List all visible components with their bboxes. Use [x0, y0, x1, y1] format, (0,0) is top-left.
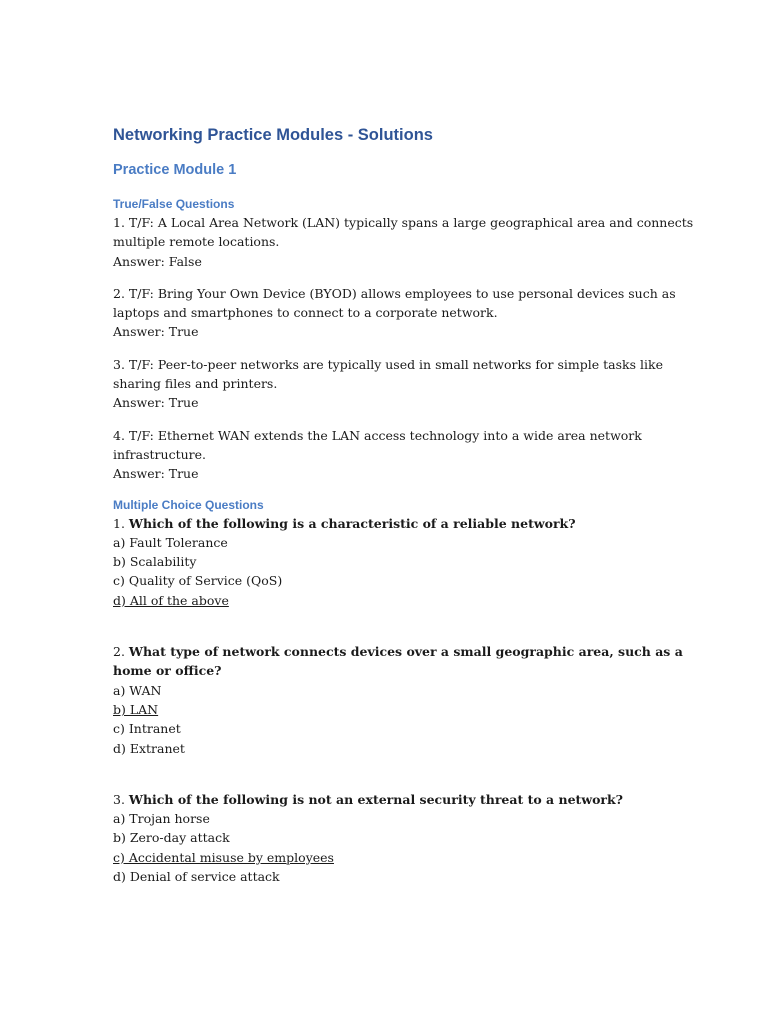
tf-question-text: 2. T/F: Bring Your Own Device (BYOD) allows employees to use personal devices such as — [113, 285, 676, 301]
mc-question-number: 2. — [113, 644, 125, 660]
tf-question-text: sharing files and printers. — [113, 376, 278, 392]
mc-correct-option: b) LAN — [113, 701, 159, 717]
mc-option: a) Trojan horse — [113, 811, 210, 827]
tf-question-text: 1. T/F: A Local Area Network (LAN) typically spans a large geographical area and connects — [113, 215, 694, 230]
tf-question-item — [113, 213, 694, 271]
document-title: Networking Practice Modules - Solutions — [113, 126, 433, 144]
mc-question-line — [113, 642, 683, 661]
tf-question-item — [113, 426, 673, 484]
tf-question-text: multiple remote locations. — [113, 234, 280, 250]
module-title: Practice Module 1 — [113, 162, 237, 178]
tf-answer: Answer: False — [113, 253, 202, 269]
tf-question-text: laptops and smartphones to connect to a corporate network. — [113, 305, 498, 321]
mc-option: d) Extranet — [113, 740, 185, 756]
true-false-heading: True/False Questions — [113, 197, 235, 211]
mc-question-text: home or office? — [113, 663, 222, 679]
tf-answer: Answer: True — [113, 395, 199, 411]
mc-correct-option: d) All of the above — [113, 592, 229, 608]
true-false-list — [113, 213, 694, 484]
mc-option: c) Intranet — [113, 721, 181, 737]
mc-option: b) Scalability — [113, 554, 197, 570]
mc-question-line — [113, 661, 673, 680]
mc-option: a) Fault Tolerance — [113, 534, 228, 550]
mc-correct-option: c) Accidental misuse by employees — [113, 849, 334, 865]
tf-question-text: infrastructure. — [113, 446, 206, 462]
mc-question-text: What type of network connects devices over a small geographic area, such as a — [128, 644, 683, 660]
multiple-choice-list — [113, 514, 683, 887]
mc-question-number: 3. — [113, 791, 125, 807]
multiple-choice-heading: Multiple Choice Questions — [113, 497, 264, 512]
mc-question-item — [113, 790, 673, 886]
tf-question-item — [113, 355, 673, 413]
tf-question-text: 4. T/F: Ethernet WAN extends the LAN access technology into a wide area network — [113, 427, 642, 443]
mc-question-text: Which of the following is a characteristic of a reliable network? — [128, 515, 576, 531]
mc-option: c) Quality of Service (QoS) — [113, 573, 283, 589]
tf-question-text: 3. T/F: Peer-to-peer networks are typically used in small networks for simple tasks like — [113, 356, 663, 372]
mc-question-line — [113, 790, 673, 809]
tf-question-item — [113, 284, 676, 342]
mc-question-text: Which of the following is not an external security threat to a network? — [128, 791, 623, 807]
mc-option: b) Zero-day attack — [113, 830, 230, 846]
mc-option: a) WAN — [113, 682, 162, 698]
mc-question-number: 1. — [113, 515, 125, 531]
tf-answer: Answer: True — [113, 466, 199, 482]
document-page — [113, 124, 694, 886]
mc-question-item — [113, 514, 673, 610]
tf-answer: Answer: True — [113, 324, 199, 340]
mc-option: d) Denial of service attack — [113, 869, 280, 885]
mc-question-line — [113, 514, 673, 533]
mc-question-item — [113, 642, 683, 758]
